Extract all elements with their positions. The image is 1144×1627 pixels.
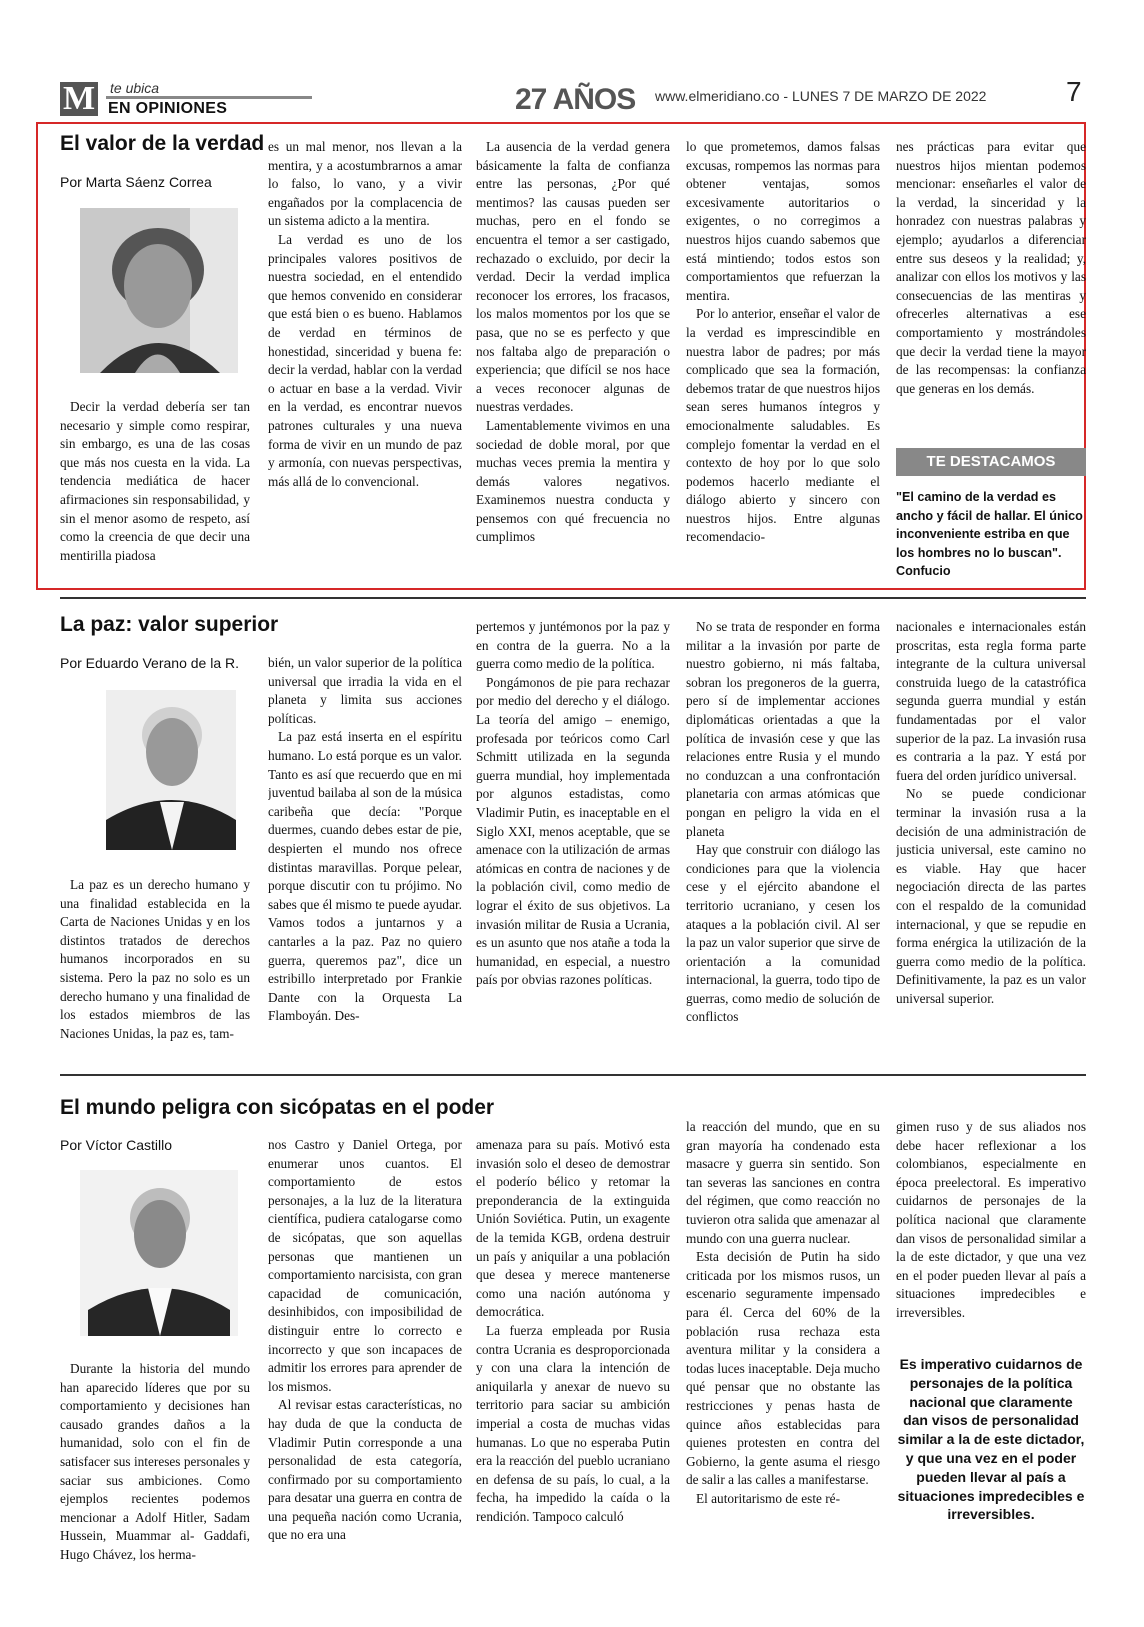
paragraph: Hay que construir con diálogo las condiciones para que la violencia cese y el ejército abandone el territorio ucraniano, y cesen los ataques a la población civil. Al ser la paz un valor superior que sirve de orientación a la comunidad internacional, la guerra, todo tipo de guerras, como medio de solución de conflictos [686, 842, 880, 1025]
article-column [60, 1360, 250, 1600]
paragraph: Esta decisión de Putin ha sido criticada por los mismos rusos, un escenario seguramente impensado para él. Cerca del 60% de la población rusa rechaza esta aventura militar y la considera a todas luces inaceptable. Deja mucho qué pensar que no obstante las restricciones y penas hasta de quince años establecidas para quienes protesten en contra del Gobierno, la gente asuma el riesgo de salir a las calles a manifestarse. [686, 1249, 880, 1488]
article-column [476, 1136, 670, 1600]
paragraph: Por lo anterior, enseñar el valor de la verdad es imprescindible en nuestra labor de padres; por más complicado que sea la formación, debemos tratar de que nuestros hijos sean seres humanos íntegros y emocionalmente saludables. Es complejo fomentar la verdad en el contexto de hoy por lo que solo podemos hacerlo mediante el diálogo abierto y sincero con nuestros hijos. Entre algunas recomendacio- [686, 306, 880, 545]
article-column [60, 876, 250, 1066]
paragraph: La verdad es uno de los principales valores positivos de nuestra sociedad, en el entendido que hemos convenido en considerar que está bien o es bueno. Hablamos de verdad en términos de honestidad, sinceridad y buena fe: decir la verdad, hablar con la verdad o actuar en base a la verdad. Vivir en la verdad, es encontrar nuevos patrones culturales y una nueva forma de vivir en un mundo de paz y armonía, con nuevas perspectivas, más allá de lo convencional. [268, 231, 462, 489]
paragraph: lo que prometemos, damos falsas excusas, rompemos las normas para obtener ventajas, somos excesivamente autoritarios o exigentes, o no corregimos a nuestros hijos cuando sabemos que está mintiendo; todos estos son comportamientos que refuerzan la mentira. [686, 139, 880, 303]
paragraph: La paz está inserta en el espíritu humano. Lo está porque es un valor. Tanto es así que recuerdo que en mi juventud bailaba al son de la música caribeña que decía: "Porque duermes, cuando debes estar de pie, despierten el mundo nos ofrece distintas maravillas. Porque pelear, porque discutir con tu prójimo. No sabes que él mismo te puede ayudar. Vamos todos a juntarnos y a cantarles a la paz. Paz no quiero guerra, queremos paz", dice un estribillo interpretado por Frankie Dante con la Orquesta La Flamboyán. Des- [268, 729, 462, 1024]
page-number: 7 [1066, 76, 1082, 107]
paragraph: Lamentablemente vivimos en una sociedad de doble moral, por que muchas veces premia la mentira y demás valores negativos. Examinemos nuestra conducta y pensemos con qué frecuencia no cumplimos [476, 417, 670, 545]
author-photo [106, 690, 236, 850]
paragraph: Decir la verdad debería ser tan necesario y simple como respirar, sin embargo, es una de las cosas que más nos cuesta en la vida. La tendencia mediática de hacer afirmaciones sin responsabilidad, y sin el menor asomo de respeto, así como la creencia de que decir una mentirilla piadosa [60, 399, 250, 563]
paragraph: No se puede condicionar terminar la invasión rusa a la decisión de una administración de justicia universal, este camino no es viable. Hay que hacer negociación directa de las partes con el respaldo de la comunidad internacional, y que se repudie en forma enérgica la utilización de la guerra como medio de la política. Definitivamente, la paz es un valor universal superior. [896, 786, 1086, 1006]
paragraph: es un mal menor, nos llevan a la mentira, y a acostumbrarnos a amar lo falso, lo vano, y a vivir engañados por la complacencia de un sistema adicto a la mentira. [268, 139, 462, 229]
article-byline: Por Marta Sáenz Correa [60, 174, 212, 190]
paragraph: nos Castro y Daniel Ortega, por enumerar unos cuantos. El comportamiento de estos personajes, a la luz de la literatura científica, pudiera catalogarse como de sicópatas, que son aquellas personas que mantienen un comportamiento narcisista, con gran capacidad de comunicación, desinhibidos, con imposibilidad de distinguir entre lo correcto e incorrecto y que son incapaces de admitir los errores para aprender de los mismos. [268, 1137, 462, 1394]
article-byline: Por Eduardo Verano de la R. [60, 655, 240, 671]
paragraph: La ausencia de la verdad genera básicamente la falta de confianza entre las personas, ¿Por qué mentimos? las causas pueden ser muchas, pero en el fondo se encuentra el temor a ser castigado, rechazado o excluido, por decir la verdad. Decir la verdad implica reconocer los errores, los fracasos, los malos momentos por los que se pasa, que no se es perfecto y que nos faltaba algo de preparación o experiencia; que difícil se nos hace a veces reconocer algunas de nuestras verdades. [476, 139, 670, 415]
article-column [896, 618, 1086, 1066]
highlight-badge: TE DESTACAMOS [896, 448, 1086, 476]
article-title: El valor de la verdad [60, 132, 265, 155]
article-column [60, 398, 250, 584]
article-column [896, 138, 1086, 438]
highlight-quote: "El camino de la verdad es ancho y fácil de hallar. El único inconveniente estriba en que los hombres no lo buscan". Confucio [896, 490, 1083, 579]
header-divider [106, 96, 312, 99]
paragraph: nacionales e internacionales están proscritas, esta regla forma parte integrante de la cultura universal construida luego de la catastrófica segunda guerra mundial y están fundamentadas por el valor superior de la paz. La invasión rusa es contraria a la paz. Y está por fuera del orden jurídico universal. [896, 619, 1086, 783]
article-column [476, 618, 670, 1066]
article-column [686, 618, 880, 1066]
paragraph: No se trata de responder en forma militar a la invasión por parte de nuestro gobierno, ni más faltaba, sobran los pregoneros de la guerra, pero sí de implementar acciones diplomáticas orientadas a que la política de invasión cese y que las relaciones entre Rusia y el mundo no conduzcan a una confrontación planetaria con armas atómicas que pongan en peligro la vida en el planeta [686, 619, 880, 839]
paragraph: nes prácticas para evitar que nuestros hijos mientan podemos mencionar: enseñarles el valor de la verdad, la sinceridad y la honradez con nuestras palabras y ejemplo; ayudarlos a diferenciar entre sus deseos y la realidad; y, analizar con ellos los motivos y las consecuencias de las mentiras y ofrecerles alternativas a ese comportamiento y mostrándoles que decir la verdad tiene la mayor de las recompensas: la confianza que generas en los demás. [896, 139, 1086, 396]
article-column [268, 1136, 462, 1600]
article-column [686, 1118, 880, 1600]
anniversary-logo: 27 AÑOS [515, 83, 636, 116]
paragraph: Pongámonos de pie para rechazar por medio del derecho y el diálogo. La teoría del amigo – enemigo, profesada por teóricos como Carl Schmitt utilizada en la segunda guerra mundial, hoy implementada por algunos estadistas, como Vladimir Putin, es inaceptable en el Siglo XXI, menos aceptable, que se amenace con la utilización de armas atómicas en contra de naciones y de la población civil, como medio de lograr el éxito de sus objetivos. La invasión militar de Rusia a Ucrania, es un asunto que nos atañe a toda la humanidad, en especial, a nuestro país por obvias razones políticas. [476, 674, 670, 988]
paragraph: Durante la historia del mundo han aparecido líderes que por su comportamiento y decisiones han causado grandes daños a la humanidad, solo con el fin de satisfacer sus intereses personales y saciar sus ambiciones. Como ejemplos recientes podemos mencionar a Adolf Hitler, Sadam Hussein, Muammar al- Gaddafi, Hugo Chávez, los herma- [60, 1361, 250, 1562]
tagline: te ubica [110, 80, 160, 96]
author-portrait-icon [80, 208, 238, 373]
paragraph: amenaza para su país. Motivó esta invasión solo el deseo de demostrar el poderío bélico y retomar la preponderancia de la extinguida Unión Soviética. Putin, un exagente de la temida KGB, ordena destruir un país y aniquilar a una población que desea y merece mantenerse como una nación autónoma y democrática. [476, 1137, 670, 1320]
dateline: www.elmeridiano.co - LUNES 7 DE MARZO DE 2022 [655, 88, 987, 104]
paragraph: La paz es un derecho humano y una finalidad establecida en la Carta de Naciones Unidas y en los distintos tratados de derechos humanos incorporados en su sistema. Pero la paz no solo es un derecho humano y una finalidad de los estados miembros de las Naciones Unidas, la paz es, tam- [60, 877, 250, 1041]
article-column [476, 138, 670, 584]
paragraph: La fuerza empleada por Rusia contra Ucrania es desproporcionada y con una clara la intención de aniquilarla y anexar de nuevo su territorio para saciar su ambición imperial a costa de muchas vidas humanas. Lo que no esperaba Putin era la reacción del pueblo ucraniano en defensa de su país, lo cual, a la fecha, ha impedido la caída o la rendición. Tampoco calculó [476, 1322, 670, 1524]
newspaper-logo: M [60, 82, 98, 116]
paragraph: gimen ruso y de sus aliados nos debe hacer reflexionar a los colombianos, especialmente en época preelectoral. Es imperativo cuidarnos de personajes de la política nacional que claramente dan visos de personalidad similar a la de este dictador, y que una vez en el poder pueden llevar al país a situaciones impredecibles e irreversibles. [896, 1119, 1086, 1320]
article-title: La paz: valor superior [60, 613, 279, 636]
section-divider [60, 597, 1086, 599]
pull-quote: Es imperativo cuidarnos de personajes de la política nacional que claramente dan visos de personalidad similar a la de este dictador, y que una vez en el poder pueden llevar al país a situaciones impredecibles e irreversibles. [897, 1356, 1085, 1523]
paragraph: Al revisar estas características, no hay duda de que la conducta de Vladimir Putin corresponde a una personalidad de esta categoría, confirmado por su comportamiento para desatar una guerra en contra de una pequeña nación como Ucrania, que no era una [268, 1397, 462, 1543]
article-column [896, 1118, 1086, 1338]
article-column [686, 138, 880, 584]
article-title: El mundo peligra con sicópatas en el poder [60, 1096, 495, 1119]
section-divider [60, 1074, 1086, 1076]
paragraph: la reacción del mundo, que en su gran mayoría ha condenado esta masacre y guerra sin sentido. Son tan severas las sanciones en contra del régimen, que como reacción no tuvieron otra salida que amenazar al mundo con una guerra nuclear. [686, 1119, 880, 1246]
paragraph: El autoritarismo de este ré- [696, 1490, 840, 1506]
author-photo [80, 1170, 238, 1336]
paragraph: bién, un valor superior de la política universal que irradia la vida en el planeta y limita sus acciones políticas. [268, 655, 462, 726]
author-photo [80, 208, 238, 373]
article-column [268, 138, 462, 584]
paragraph: pertemos y juntémonos por la paz y en contra de la guerra. No a la guerra como medio de la política. [476, 619, 670, 672]
section-title: EN OPINIONES [108, 100, 228, 117]
article-byline: Por Víctor Castillo [60, 1137, 173, 1153]
author-portrait-icon [80, 1170, 238, 1336]
article-column [268, 654, 462, 1066]
author-portrait-icon [106, 690, 236, 850]
